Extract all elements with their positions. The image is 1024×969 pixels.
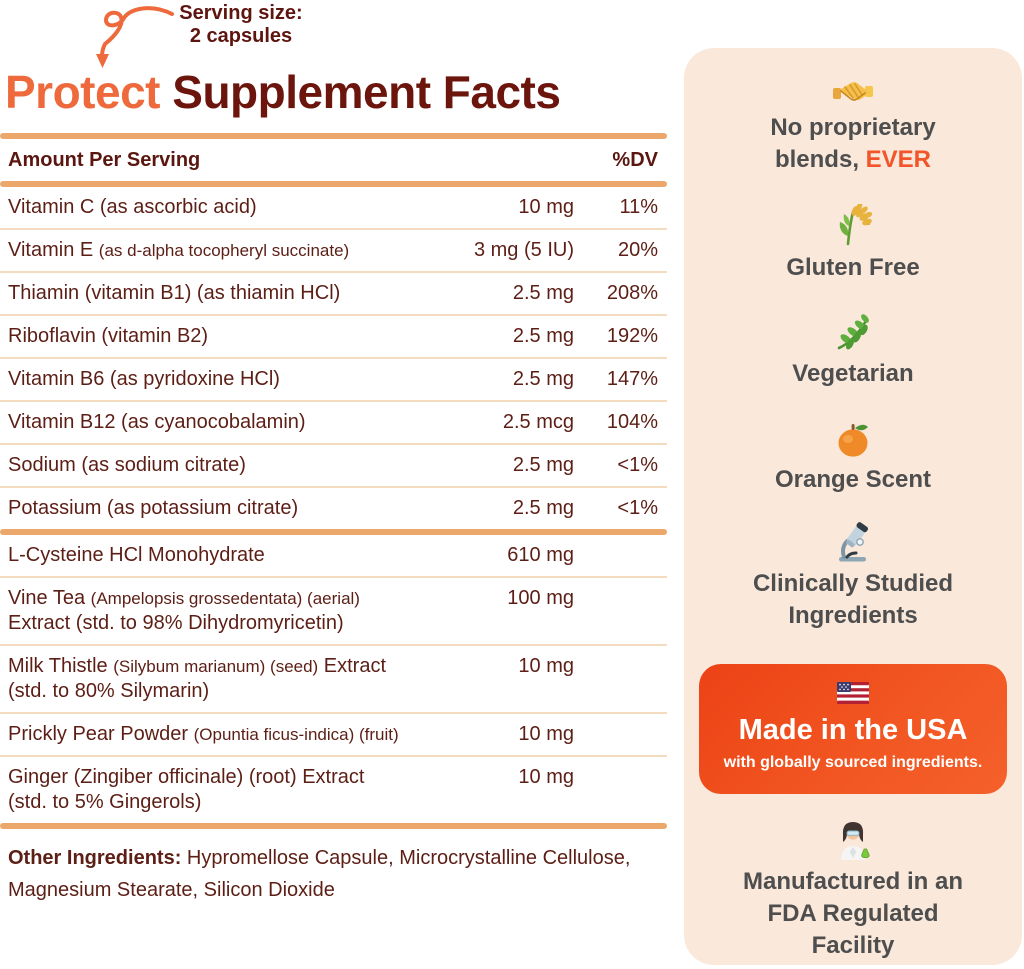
made-in-usa-box [699,664,1007,794]
amount-value: 2.5 mg [512,454,574,476]
badge-label [725,112,981,176]
badge-orange-scent [725,420,981,496]
facts-table [0,133,667,906]
dv-value: 20% [617,239,658,261]
badge-label-accent: EVER [865,146,932,173]
amount-value: 2.5 mg [512,368,574,390]
ingredient-name: Prickly Pear Powder (Opuntia ficus-indica) (fruit) [8,723,399,745]
header-dv: %DV [612,149,658,171]
serving-size-line1: Serving size: [179,2,303,24]
amount-value: 10 mg [518,196,574,218]
dv-value: 104% [606,411,658,433]
amount-value: 610 mg [507,544,574,566]
benefits-sidebar [684,48,1022,965]
serving-size-note [158,2,324,48]
badge-clinically-studied [725,522,981,632]
page-title [5,64,670,120]
table-row [0,316,667,357]
usa-box-subtitle: with globally sourced ingredients. [723,754,983,771]
ingredient-name: L-Cysteine HCl Monohydrate [8,544,265,566]
amount-value: 10 mg [518,655,574,677]
page-title-accent: Protect [5,66,160,118]
badge-vegetarian [725,314,981,390]
other-ingredients-text: Hypromellose Capsule, Microcrystalline Cellulose, Magnesium Stearate, Silicon Dioxide [8,847,631,901]
ingredient-name: Milk Thistle (Silybum marianum) (seed) Extract (std. to 80% Silymarin) [8,655,387,702]
tangerine-icon [835,420,871,458]
badge-label: Gluten Free [786,254,920,281]
table-row [0,187,667,228]
badge-label: Manufactured in an FDA Regulated Facility [742,868,964,959]
other-ingredients-label: Other Ingredients: [8,847,182,869]
ingredient-name: Potassium (as potassium citrate) [8,497,299,519]
table-row [0,535,667,576]
header-amount-per-serving: Amount Per Serving [8,149,201,171]
badge-label-text: No proprietary blends, [770,114,936,173]
microscope-icon [833,522,873,562]
badge-label: Clinically Studied Ingredients [752,570,954,629]
ingredient-name: Ginger (Zingiber officinale) (root) Extract (std. to 5% Gingerols) [8,766,365,813]
usa-box-title: Made in the USA [738,714,968,746]
badge-gluten-free [725,204,981,284]
table-header [0,139,667,181]
badge-fda-facility [725,818,981,962]
ingredient-name: Riboflavin (vitamin B2) [8,325,209,347]
table-row [0,578,667,644]
table-row [0,488,667,529]
dv-value: <1% [617,454,658,476]
ingredient-name: Vitamin B12 (as cyanocobalamin) [8,411,306,433]
dv-value: 208% [606,282,658,304]
amount-value: 2.5 mcg [502,411,574,433]
amount-value: 2.5 mg [512,325,574,347]
badge-label: Vegetarian [792,360,914,387]
herb-icon [834,314,872,352]
table-row [0,402,667,443]
ingredient-name: Vitamin E (as d-alpha tocopheryl succinate) [8,239,350,261]
sheaf-of-rice-icon [833,204,873,246]
ingredient-name: Vitamin C (as ascorbic acid) [8,196,257,218]
serving-size-line2: 2 capsules [189,25,293,47]
ingredient-name: Sodium (as sodium citrate) [8,454,246,476]
amount-value: 100 mg [507,587,574,609]
amount-value: 2.5 mg [512,282,574,304]
handshake-icon [833,78,873,106]
table-row [0,359,667,400]
woman-scientist-icon [833,818,873,860]
table-row [0,273,667,314]
badge-label: Orange Scent [774,466,932,493]
dv-value: <1% [617,497,658,519]
other-ingredients [0,829,667,906]
table-row [0,757,667,823]
dv-value: 11% [619,196,658,218]
dv-value: 147% [606,368,658,390]
amount-value: 2.5 mg [512,497,574,519]
table-row [0,714,667,755]
ingredient-name: Vine Tea (Ampelopsis grossedentata) (aerial) Extract (std. to 98% Dihydromyricetin) [8,587,360,634]
ingredient-name: Thiamin (vitamin B1) (as thiamin HCl) [8,282,341,304]
dv-value: 192% [606,325,658,347]
table-row [0,646,667,712]
amount-value: 3 mg (5 IU) [473,239,574,261]
table-row [0,230,667,271]
badge-no-proprietary-blends [725,78,981,176]
table-row [0,445,667,486]
facts-table-body [0,187,667,823]
amount-value: 10 mg [518,766,574,788]
usa-flag-icon [837,682,869,704]
amount-value: 10 mg [518,723,574,745]
page-title-main: Supplement Facts [159,66,561,118]
ingredient-name: Vitamin B6 (as pyridoxine HCl) [8,368,280,390]
